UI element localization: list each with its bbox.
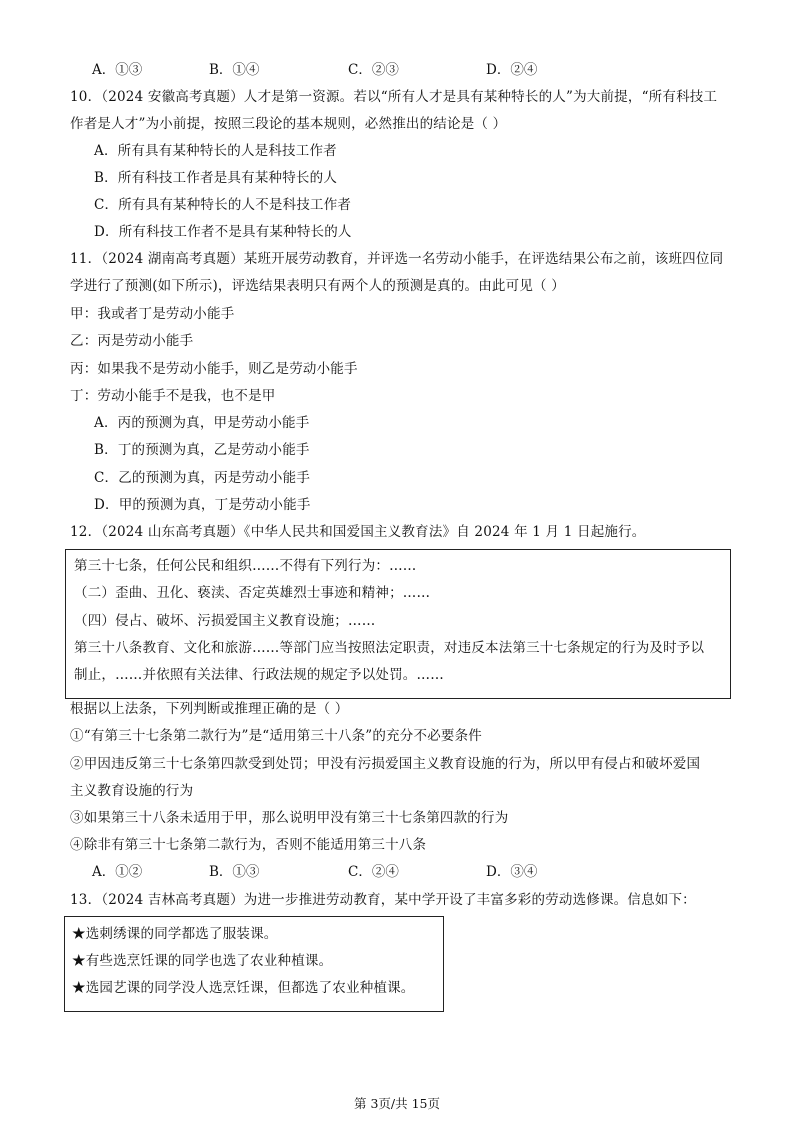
q13-info-line1: ★选刺绣课的同学都选了服装课。: [72, 926, 278, 942]
q10-option-b: B．所有科技工作者是具有某种特长的人: [94, 170, 338, 186]
q11-option-d: D．甲的预测为真，丁是劳动小能手: [94, 497, 311, 513]
q11-option-a: A．丙的预测为真，甲是劳动小能手: [94, 415, 310, 431]
q12-question: 根据以上法条，下列判断或推理正确的是（ ）: [70, 701, 349, 717]
q13-info-line3: ★选园艺课的同学没人选烹饪课，但都选了农业种植课。: [72, 980, 415, 996]
q10-option-a: A．所有具有某种特长的人是科技工作者: [94, 143, 337, 159]
q13-info-line2: ★有些选烹饪课的同学也选了农业种植课。: [72, 953, 333, 969]
q12-option-b: B．①③: [209, 864, 260, 880]
q13-stem: 13．（2024 吉林高考真题）为进一步推进劳动教育，某中学开设了丰富多彩的劳动选修课。信息如下：: [70, 892, 696, 908]
q12-law-line2: （二）歪曲、丑化、亵渎、否定英雄烈士事迹和精神；……: [74, 585, 431, 601]
q11-prediction-jia: 甲：我或者丁是劳动小能手: [70, 306, 235, 322]
q12-option-c: C．②④: [348, 864, 399, 880]
q11-stem-line1: 11．（2024 湖南高考真题）某班开展劳动教育，并评选一名劳动小能手，在评选结果公布之前，该班四位同: [70, 251, 724, 267]
page-number: 第 3页/共 15页: [353, 1096, 441, 1111]
q10-stem-line2: 作者是人才”为小前提，按照三段论的基本规则，必然推出的结论是（ ）: [70, 116, 507, 132]
q12-statement-2-cont: 主义教育设施的行为: [70, 783, 194, 799]
q11-option-b: B．丁的预测为真，乙是劳动小能手: [94, 442, 310, 458]
q10-stem-line1: 10．（2024 安徽高考真题）人才是第一资源。若以“所有人才是具有某种特长的人”为大前提，“所有科技工: [70, 89, 718, 105]
q12-statement-1: ①“有第三十七条第二款行为”是“适用第三十八条”的充分不必要条件: [70, 728, 483, 744]
q12-option-a: A．①②: [92, 864, 143, 880]
q11-prediction-ding: 丁：劳动小能手不是我，也不是甲: [70, 388, 276, 404]
q12-law-line1: 第三十七条，任何公民和组织……不得有下列行为：……: [74, 558, 417, 574]
q11-prediction-yi: 乙：丙是劳动小能手: [70, 333, 194, 349]
q12-stem: 12．（2024 山东高考真题）《中华人民共和国爱国主义教育法》自 2024 年 1 月 1 日起施行。: [70, 524, 646, 540]
q12-option-d: D．③④: [486, 864, 538, 880]
q10-option-c: C．所有具有某种特长的人不是科技工作者: [94, 197, 352, 213]
q12-law-line5: 制止，……并依照有关法律、行政法规的规定予以处罚。……: [74, 667, 444, 683]
q9-option-c: C．②③: [348, 62, 399, 78]
q9-option-b: B．①④: [209, 62, 260, 78]
q12-statement-2: ②甲因违反第三十七条第四款受到处罚；甲没有污损爱国主义教育设施的行为，所以甲有侵占和破坏爱国: [70, 756, 701, 772]
q11-stem-line2: 学进行了预测(如下所示)，评选结果表明只有两个人的预测是真的。由此可见（ ）: [70, 278, 565, 294]
q12-statement-3: ③如果第三十八条未适用于甲，那么说明甲没有第三十七条第四款的行为: [70, 810, 509, 826]
q11-prediction-bing: 丙：如果我不是劳动小能手，则乙是劳动小能手: [70, 361, 358, 377]
q10-option-d: D．所有科技工作者不是具有某种特长的人: [94, 224, 352, 240]
q9-option-d: D．②④: [486, 62, 538, 78]
q9-option-a: A．①③: [92, 62, 143, 78]
q12-law-line3: （四）侵占、破坏、污损爱国主义教育设施；……: [74, 613, 376, 629]
q12-law-line4: 第三十八条教育、文化和旅游……等部门应当按照法定职责，对违反本法第三十七条规定的行为及时予以: [74, 640, 705, 656]
q11-option-c: C．乙的预测为真，丙是劳动小能手: [94, 470, 311, 486]
q12-statement-4: ④除非有第三十七条第二款行为，否则不能适用第三十八条: [70, 837, 427, 853]
